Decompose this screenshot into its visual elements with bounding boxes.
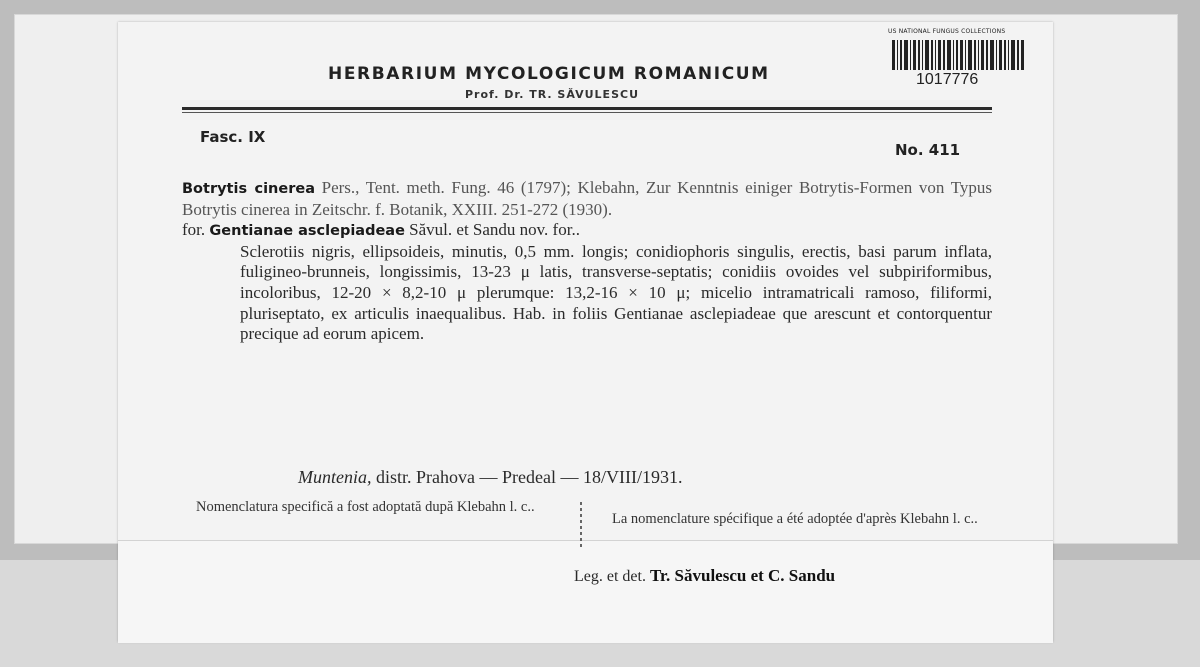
herbarium-subtitle: Prof. Dr. TR. SĂVULESCU <box>465 88 640 101</box>
barcode-icon <box>892 40 1024 70</box>
specimen-number: No. 411 <box>895 141 961 159</box>
fascicle-label: Fasc. IX <box>200 128 266 146</box>
notes-divider <box>580 502 582 548</box>
locality-region: Muntenia, <box>298 467 372 487</box>
species-citation <box>182 178 992 220</box>
barcode-label <box>888 28 1028 98</box>
herbarium-title: HERBARIUM MYCOLOGICUM ROMANICUM <box>328 64 770 84</box>
forma-authority: Săvul. et Sandu nov. for.. <box>409 220 580 240</box>
label-lower-panel <box>118 540 1053 643</box>
species-name: Botrytis cinerea <box>182 181 315 197</box>
forma-name: Gentianae asclepiadeae <box>209 223 405 240</box>
locality-detail: distr. Prahova — Predeal — 18/VIII/1931. <box>376 467 683 487</box>
specimen-description-block <box>182 178 992 345</box>
latin-description: Sclerotiis nigris, ellipsoideis, minutis, 0,5 mm. longis; conidiophoris singulis, erectis, basi parum inflata, fuligineo-brunneis, longissimis, 13-23 μ latis, transverse-septatis; conidiis ovoides vel subpiriformibus, incoloribus, 12-20 × 8,2-10 μ plerumque: 13,2-16 × 10 μ; micelio intramatricali ramoso, filiformi, pluriseptato, ex articulis inaequalibus. Hab. in foliis Gentianae asclepiadeae que arescunt et contorquentur precique ad eorum apicem. <box>240 241 992 344</box>
forma-prefix: for. <box>182 220 206 240</box>
header-rule-thin <box>182 112 992 113</box>
collector-line <box>574 566 835 586</box>
forma-line <box>182 220 992 242</box>
header-rule-thick <box>182 107 992 110</box>
collector-prefix: Leg. et det. <box>574 568 646 585</box>
note-french: La nomenclature spécifique a été adoptée d'après Klebahn l. c.. <box>612 511 978 527</box>
locality-line <box>298 467 682 488</box>
species-citation-text: Pers., Tent. meth. Fung. 46 (1797); Klebahn, Zur Kenntnis einiger Botrytis-Formen von Typus Botrytis cinerea in Zeitschr. f. Botanik, XXIII. 251-272 (1930). <box>182 178 993 219</box>
barcode-number: 1017776 <box>916 71 979 88</box>
barcode-caption: US NATIONAL FUNGUS COLLECTIONS <box>888 28 1006 35</box>
note-romanian: Nomenclatura specifică a fost adoptată după Klebahn l. c.. <box>196 499 535 515</box>
collector-names: Tr. Săvulescu et C. Sandu <box>649 566 836 585</box>
